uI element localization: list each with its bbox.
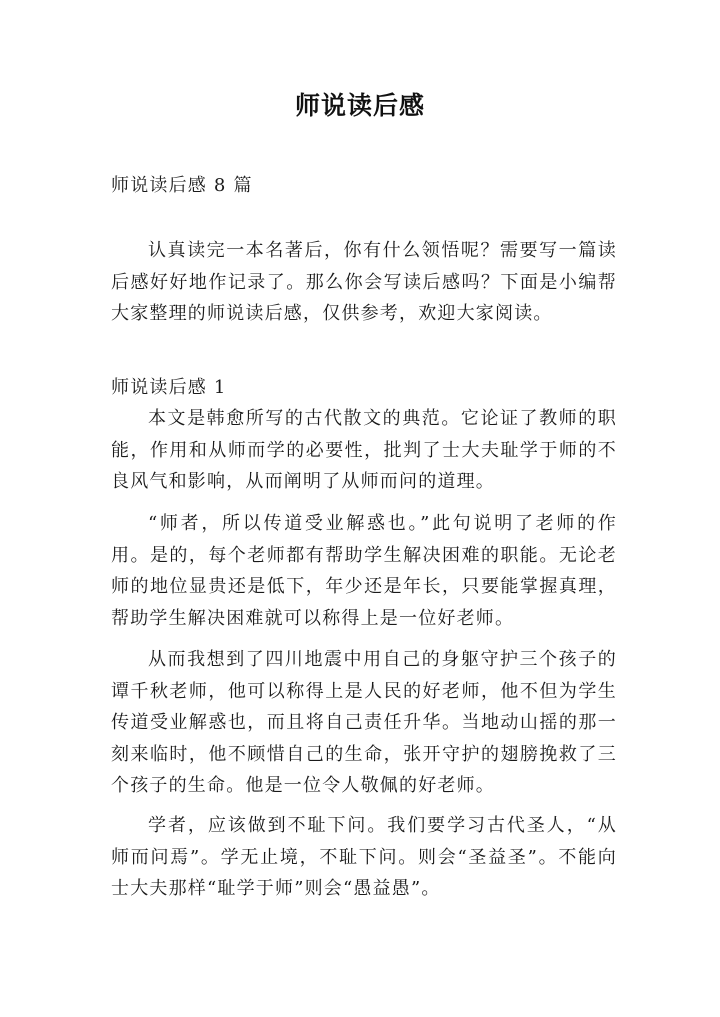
document-title: 师说读后感 bbox=[294, 91, 425, 120]
body-paragraph: 学者，应该做到不耻下问。我们要学习古代圣人，“从师而问焉”。学无止境，不耻下问。则会“圣益圣”。不能向士大夫那样“耻学于师”则会“愚益愚”。 bbox=[111, 815, 617, 899]
intro-paragraph: 认真读完一本名著后，你有什么领悟呢？需要写一篇读后感好好地作记录了。那么你会写读后感吗？下面是小编帮大家整理的师说读后感，仅供参考，欢迎大家阅读。 bbox=[111, 240, 617, 324]
section-heading: 师说读后感 1 bbox=[111, 377, 227, 398]
document-subtitle: 师说读后感 8 篇 bbox=[111, 175, 253, 196]
body-paragraph: “师者，所以传道受业解惑也。”此句说明了老师的作用。是的，每个老师都有帮助学生解决困难的职能。无论老师的地位显贵还是低下，年少还是年长，只要能掌握真理，帮助学生解决困难就可以称得上是一位好老师。 bbox=[111, 513, 617, 629]
body-paragraph: 本文是韩愈所写的古代散文的典范。它论证了教师的职能，作用和从师而学的必要性，批判了士大夫耻学于师的不良风气和影响，从而阐明了从师而问的道理。 bbox=[111, 408, 617, 492]
body-paragraph: 从而我想到了四川地震中用自己的身躯守护三个孩子的谭千秋老师，他可以称得上是人民的好老师，他不但为学生传道受业解惑也，而且将自己责任升华。当地动山摇的那一刻来临时，他不顾惜自己的生命，张开守护的翅膀挽救了三个孩子的生命。他是一位令人敬佩的好老师。 bbox=[111, 649, 617, 796]
